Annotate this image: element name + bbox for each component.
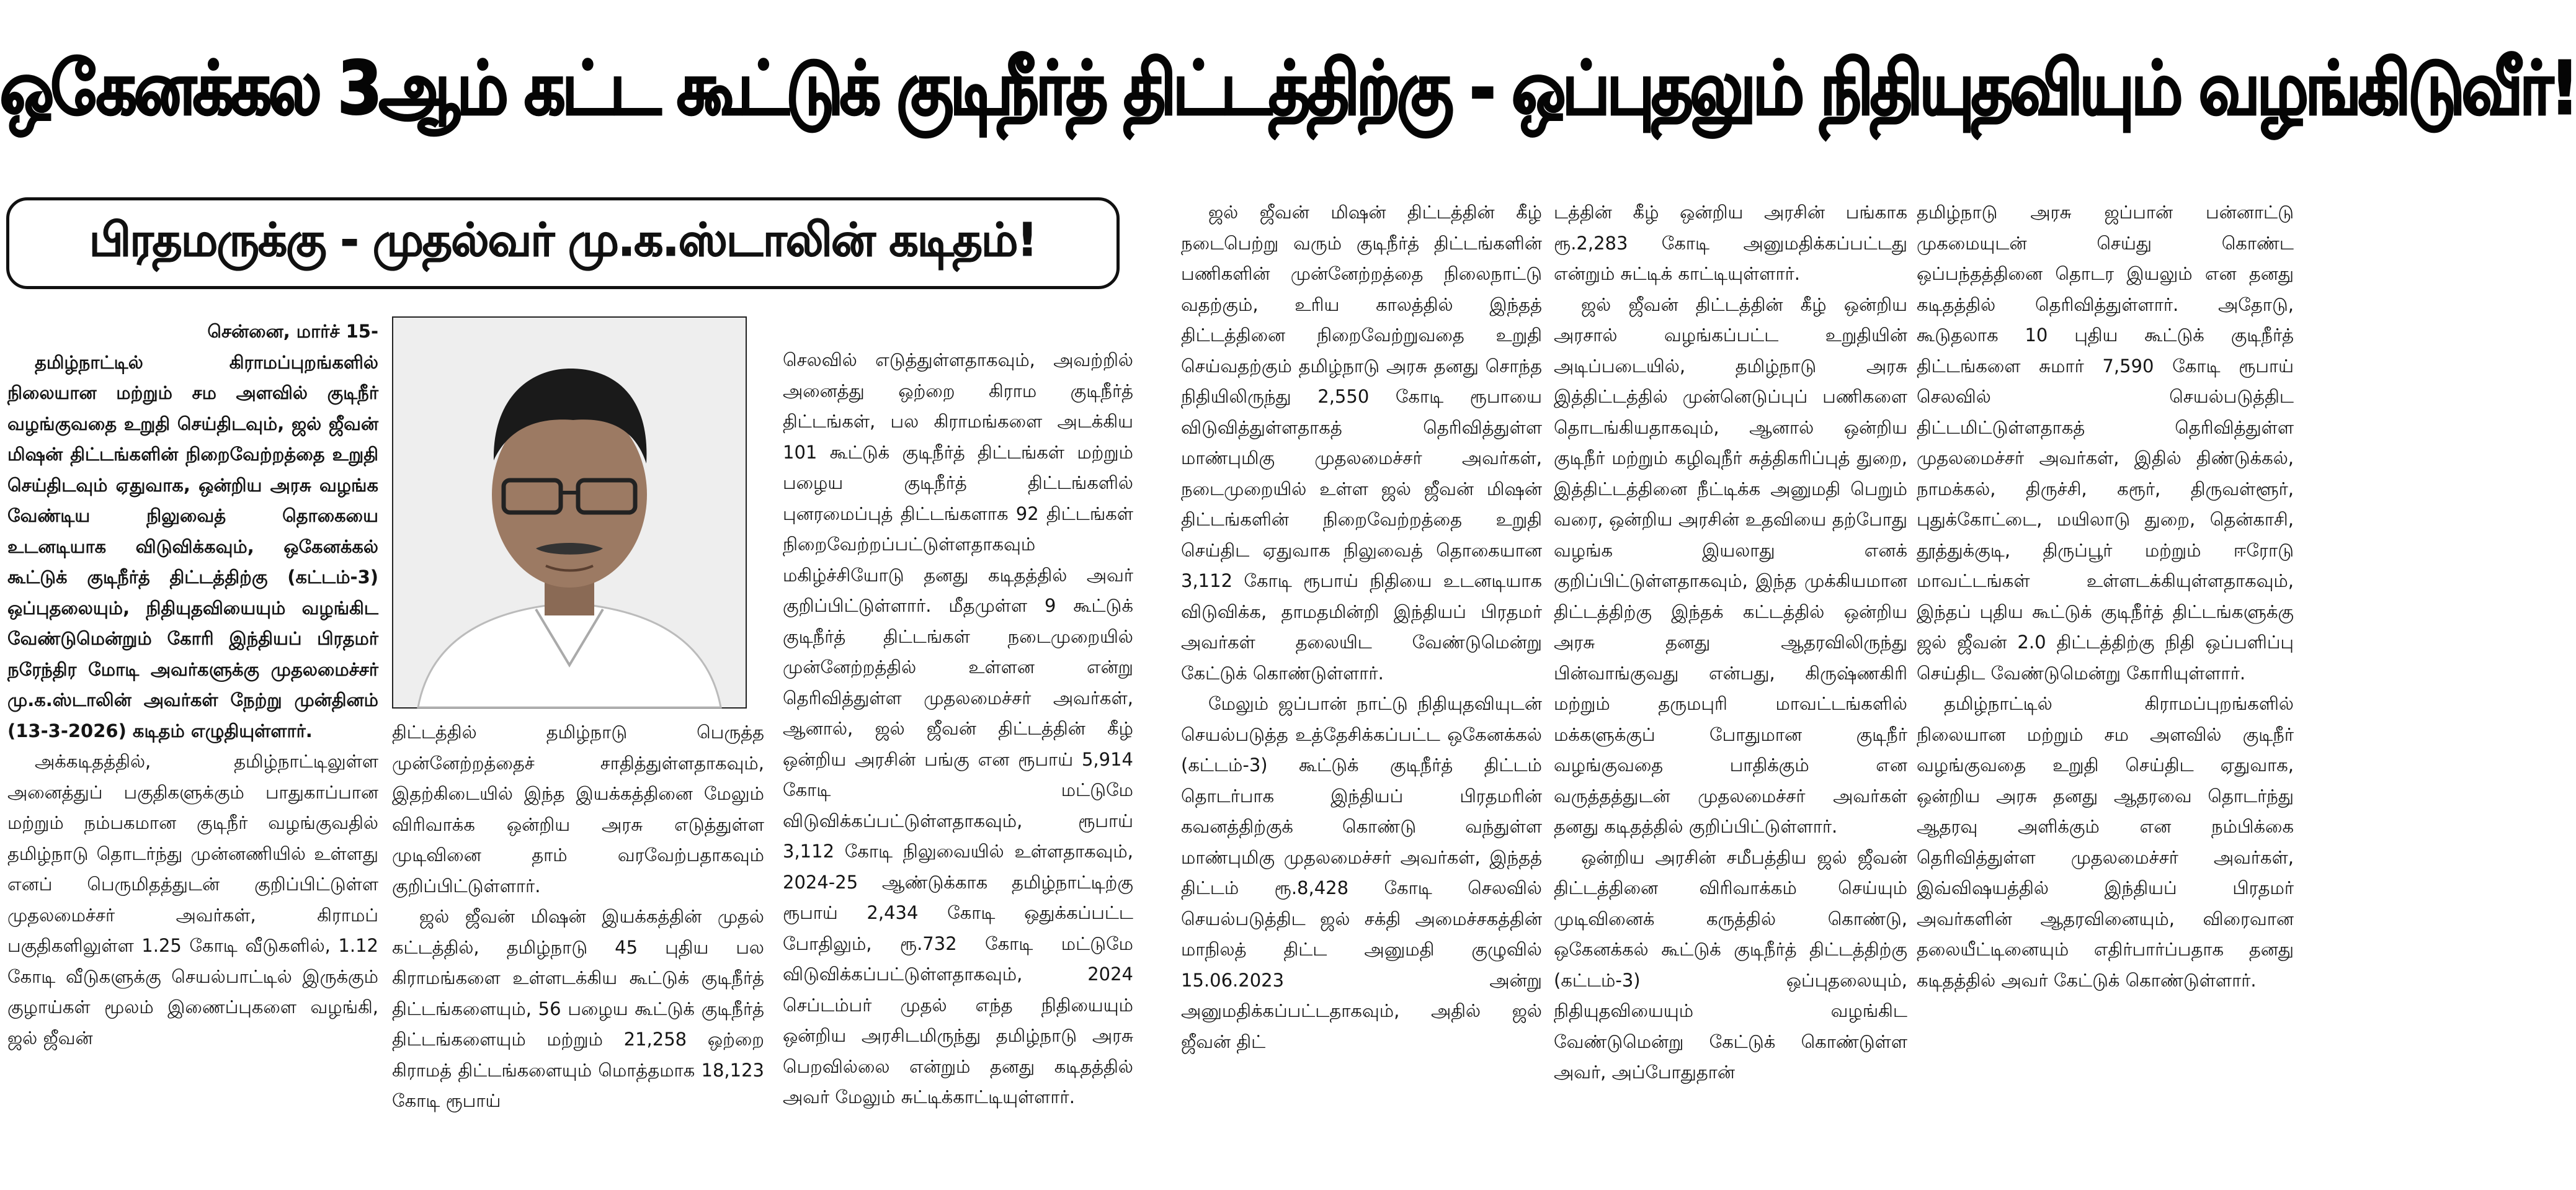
body-paragraph: செலவில் எடுத்துள்ளதாகவும், அவற்றில் அனைத்து ஒற்றை கிராம குடிநீர்த் திட்டங்கள், பல கிராமங்களை அடக்கிய 101 கூட்டுக் குடிநீர்த் திட்டங்கள் மற்றும் பழைய குடிநீர்த் திட்டங்களில் புனரமைப்புத் திட்டங்களாக 92 திட்டங்கள் நிறைவேற்றப்பட்டுள்ளதாகவும் மகிழ்ச்சியோடு தனது கடிதத்தில் அவர் குறிப்பிட்டுள்ளார். மீதமுள்ள 9 கூட்டுக் குடிநீர்த் திட்டங்கள் நடைமுறையில் முன்னேற்றத்தில் உள்ளன என்று தெரிவித்துள்ள முதலமைச்சர் அவர்கள், ஆனால், ஜல் ஜீவன் திட்டத்தின் கீழ் ஒன்றிய அரசின் பங்கு என ரூபாய் 5,914 கோடி மட்டுமே விடுவிக்கப்பட்டுள்ளதாகவும், ரூபாய் 3,112 கோடி நிலுவையில் உள்ளதாகவும், 2024-25 ஆண்டுக்காக தமிழ்நாட்டிற்கு ரூபாய் 2,434 கோடி ஒதுக்கப்பட்ட போதிலும், ரூ.732 கோடி மட்டுமே விடுவிக்கப்பட்டுள்ளதாகவும், 2024 செப்டம்பர் முதல் எந்த நிதியையும் ஒன்றிய அரசிடமிருந்து தமிழ்நாடு அரசு பெறவில்லை என்றும் தனது கடிதத்தில் அவர் மேலும் சுட்டிக்காட்டியுள்ளார். [783, 349, 1133, 1107]
subheadline-text: பிரதமருக்கு - முதல்வர் மு.க.ஸ்டாலின் கடிதம்! [89, 213, 1037, 267]
body-paragraph: ஜல் ஜீவன் திட்டத்தின் கீழ் ஒன்றிய அரசால் வழங்கப்பட்ட உறுதியின் அடிப்படையில், தமிழ்நாடு அரசு இத்திட்டத்தில் முன்னெடுப்புப் பணிகளை தொடங்கியதாகவும், ஆனால் ஒன்றிய குடிநீர் மற்றும் கழிவுநீர் சுத்திகரிப்புத் துறை, இத்திட்டத்தினை நீட்டிக்க அனுமதி பெறும் வரை, ஒன்றிய அரசின் உதவியை தற்போது வழங்க இயலாது எனக் குறிப்பிட்டுள்ளதாகவும், இந்த முக்கியமான திட்டத்திற்கு இந்தக் கட்டத்தில் ஒன்றிய அரசு தனது ஆதரவிலிருந்து பின்வாங்குவது என்பது, கிருஷ்ணகிரி மற்றும் தருமபுரி மாவட்டங்களில் மக்களுக்குப் போதுமான குடிநீர் வழங்குவதை பாதிக்கும் என வருத்தத்துடன் முதலமைச்சர் அவர்கள் தனது கடிதத்தில் குறிப்பிட்டுள்ளார். [1554, 293, 1907, 837]
body-paragraph: திட்டத்தில் தமிழ்நாடு பெருத்த முன்னேற்றத்தைச் சாதித்துள்ளதாகவும், இதற்கிடையில் இந்த இயக்கத்தினை மேலும் விரிவாக்க ஒன்றிய அரசு எடுத்துள்ள முடிவினை தாம் வரவேற்பதாகவும் குறிப்பிட்டுள்ளார். [392, 722, 764, 897]
body-paragraph: ஜல் ஜீவன் மிஷன் இயக்கத்தின் முதல் கட்டத்தில், தமிழ்நாடு 45 புதிய பல கிராமங்களை உள்ளடக்கிய கூட்டுக் குடிநீர்த் திட்டங்களையும், 56 பழைய கூட்டுக் குடிநீர்த் திட்டங்களையும் மற்றும் 21,258 ஒற்றை கிராமத் திட்டங்களையும் மொத்தமாக 18,123 கோடி ரூபாய் [392, 906, 764, 1111]
body-paragraph: தமிழ்நாடு அரசு ஜப்பான் பன்னாட்டு முகமையுடன் செய்து கொண்ட ஒப்பந்தத்தினை தொடர இயலும் என தனது கடிதத்தில் தெரிவித்துள்ளார். அதோடு, கூடுதலாக 10 புதிய கூட்டுக் குடிநீர்த் திட்டங்களை சுமார் 7,590 கோடி ரூபாய் செலவில் செயல்படுத்திட திட்டமிட்டுள்ளதாகத் தெரிவித்துள்ள முதலமைச்சர் அவர்கள், இதில் திண்டுக்கல், நாமக்கல், திருச்சி, கரூர், திருவள்ளூர், புதுக்கோட்டை, மயிலாடு துறை, தென்காசி, தூத்துக்குடி, திருப்பூர் மற்றும் ஈரோடு மாவட்டங்கள் உள்ளடக்கியுள்ளதாகவும், இந்தப் புதிய கூட்டுக் குடிநீர்த் திட்டங்களுக்கு ஜல் ஜீவன் 2.0 திட்டத்திற்கு நிதி ஒப்பளிப்பு செய்திட வேண்டுமென்று கோரியுள்ளார். [1917, 202, 2294, 684]
body-paragraph: டத்தின் கீழ் ஒன்றிய அரசின் பங்காக ரூ.2,283 கோடி அனுமதிக்கப்பட்டது என்றும் சுட்டிக் காட்டியுள்ளார். [1554, 202, 1907, 284]
chief-minister-photo [392, 316, 747, 709]
body-paragraph: ஜல் ஜீவன் மிஷன் திட்டத்தின் கீழ் நடைபெற்று வரும் குடிநீர்த் திட்டங்களின் பணிகளின் முன்னேற்றத்தை நிலைநாட்டு வதற்கும், உரிய காலத்தில் இந்தத் திட்டத்தினை நிறைவேற்றுவதை உறுதி செய்வதற்கும் தமிழ்நாடு அரசு தனது சொந்த நிதியிலிருந்து 2,550 கோடி ரூபாயை விடுவித்துள்ளதாகத் தெரிவித்துள்ள மாண்புமிகு முதலமைச்சர் அவர்கள், நடைமுறையில் உள்ள ஜல் ஜீவன் மிஷன் திட்டங்களின் நிறைவேற்றத்தை உறுதி செய்திட ஏதுவாக நிலுவைத் தொகையான 3,112 கோடி ரூபாய் நிதியை உடனடியாக விடுவிக்க, தாமதமின்றி இந்தியப் பிரதமர் அவர்கள் தலையிட வேண்டுமென்று கேட்டுக் கொண்டுள்ளார். [1181, 202, 1542, 684]
body-paragraph: ஒன்றிய அரசின் சமீபத்திய ஜல் ஜீவன் திட்டத்தினை விரிவாக்கம் செய்யும் முடிவினைக் கருத்தில் கொண்டு, ஒகேனக்கல் கூட்டுக் குடிநீர்த் திட்டத்திற்கு (கட்டம்-3) ஒப்புதலையும், நிதியுதவியையும் வழங்கிட வேண்டுமென்று கேட்டுக் கொண்டுள்ள அவர், அப்போதுதான் [1554, 846, 1907, 1083]
body-paragraph: தமிழ்நாட்டில் கிராமப்புறங்களில் நிலையான மற்றும் சம அளவில் குடிநீர் வழங்குவதை உறுதி செய்திட ஏதுவாக, ஒன்றிய அரசு தனது ஆதரவை தொடர்ந்து ஆதரவு அளிக்கும் என நம்பிக்கை தெரிவித்துள்ள முதலமைச்சர் அவர்கள், இவ்விஷயத்தில் இந்தியப் பிரதமர் அவர்களின் ஆதரவினையும், விரைவான தலையீட்டினையும் எதிர்பார்ப்பதாக தனது கடிதத்தில் அவர் கேட்டுக் கொண்டுள்ளார். [1917, 693, 2294, 991]
portrait-illustration [393, 318, 746, 707]
subheadline [6, 197, 1120, 289]
article-column-5 [1917, 197, 2294, 1189]
lead-paragraph: தமிழ்நாட்டில் கிராமப்புறங்களில் நிலையான மற்றும் சம அளவில் குடிநீர் வழங்குவதை உறுதி செய்திடவும், ஜல் ஜீவன் மிஷன் திட்டங்களின் நிறைவேற்றத்தை உறுதி செய்திடவும் ஏதுவாக, ஒன்றிய அரசு வழங்க வேண்டிய நிலுவைத் தொகையை உடனடியாக விடுவிக்கவும், ஒகேனக்கல் கூட்டுக் குடிநீர்த் திட்டத்திற்கு (கட்டம்-3) ஒப்புதலையும், நிதியுதவியையும் வழங்கிட வேண்டுமென்றும் கோரி இந்தியப் பிரதமர் நரேந்திர மோடி அவர்களுக்கு முதலமைச்சர் மு.க.ஸ்டாலின் அவர்கள் நேற்று முன்தினம் (13-3-2026) கடிதம் எழுதியுள்ளார். [7, 351, 378, 741]
body-paragraph: அக்கடிதத்தில், தமிழ்நாட்டிலுள்ள அனைத்துப் பகுதிகளுக்கும் பாதுகாப்பான மற்றும் நம்பகமான குடிநீர் வழங்குவதில் தமிழ்நாடு தொடர்ந்து முன்னணியில் உள்ளது எனப் பெருமிதத்துடன் குறிப்பிட்டுள்ள முதலமைச்சர் அவர்கள், கிராமப் பகுதிகளிலுள்ள 1.25 கோடி வீடுகளில், 1.12 கோடி வீடுகளுக்கு செயல்பாட்டில் இருக்கும் குழாய்கள் மூலம் இணைப்புகளை வழங்கி, ஜல் ஜீவன் [7, 751, 378, 1049]
article-column-1 [7, 316, 378, 1185]
article-column-2-bottom [392, 717, 764, 1189]
article-column-4 [1554, 197, 1907, 1189]
article-column-3 [1181, 197, 1542, 1189]
article-column-2-top [783, 345, 1133, 1107]
headline: ஒகேனக்கல 3ஆம் கட்ட கூட்டுக் குடிநீர்த் திட்டத்திற்கு - ஒப்புதலும் நிதியுதவியும் வழங்கிடுவீர்! [0, 45, 2576, 131]
dateline: சென்னை, மார்ச் 15- [207, 321, 378, 342]
body-paragraph: மேலும் ஜப்பான் நாட்டு நிதியுதவியுடன் செயல்படுத்த உத்தேசிக்கப்பட்ட ஒகேனக்கல் (கட்டம்-3) கூட்டுக் குடிநீர்த் திட்டம் தொடர்பாக இந்தியப் பிரதமரின் கவனத்திற்குக் கொண்டு வந்துள்ள மாண்புமிகு முதலமைச்சர் அவர்கள், இந்தத் திட்டம் ரூ.8,428 கோடி செலவில் செயல்படுத்திட ஜல் சக்தி அமைச்சகத்தின் மாநிலத் திட்ட அனுமதி குழுவில் 15.06.2023 அன்று அனுமதிக்கப்பட்டதாகவும், அதில் ஜல் ஜீவன் திட் [1181, 693, 1542, 1052]
